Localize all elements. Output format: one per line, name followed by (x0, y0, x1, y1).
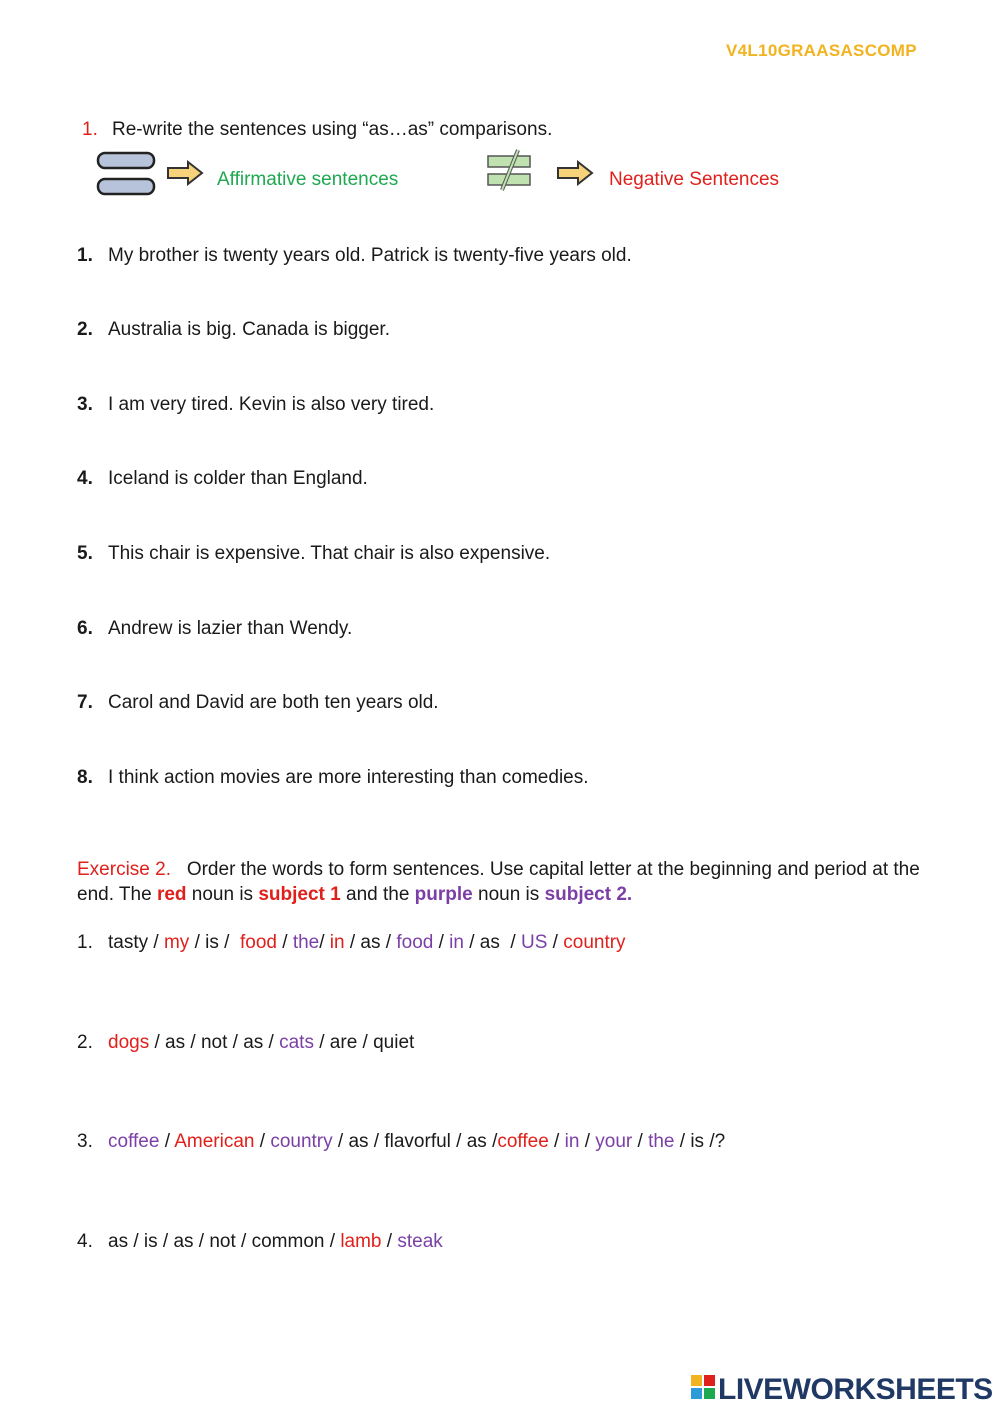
subject1-word: food (239, 932, 277, 953)
sentence-text: I think action movies are more interesting than comedies. (108, 767, 589, 788)
sentence-number: 8. (77, 767, 93, 788)
sentence-6 (77, 618, 352, 640)
sentence-text: Iceland is colder than England. (108, 468, 368, 489)
sentence-3 (77, 394, 434, 416)
separator-text: / (159, 1131, 175, 1152)
separator-text: / (319, 932, 330, 953)
instruction-part: noun is (186, 884, 259, 905)
separator-text: / as / (344, 932, 397, 953)
exercise2-instruction (77, 857, 927, 907)
negative-label: Negative Sentences (609, 169, 780, 190)
word-item-number: 3. (77, 1131, 93, 1152)
subject1-word: in (329, 932, 345, 953)
word-item-number: 2. (77, 1032, 93, 1053)
sentence-text: I am very tired. Kevin is also very tired. (108, 394, 435, 415)
subject2-word: coffee (108, 1131, 160, 1152)
sentence-number: 6. (77, 618, 93, 639)
sentence-7 (77, 692, 439, 714)
sentence-2 (77, 319, 390, 341)
liveworksheets-logo-icon (690, 1374, 716, 1406)
separator-text: / is /? (674, 1131, 726, 1152)
subject2-word: your (595, 1131, 633, 1152)
worksheet-code: V4L10GRAASASCOMP (726, 41, 917, 60)
equal-sign-icon (96, 151, 158, 203)
subject2-word: in (449, 932, 464, 953)
separator-text: / (254, 1131, 271, 1152)
word-item-4 (77, 1231, 443, 1253)
sentence-5 (77, 543, 550, 565)
word-item-number: 4. (77, 1231, 93, 1252)
subject1-word: my (163, 932, 190, 953)
separator-text: / are / quiet (313, 1032, 415, 1053)
subject2-word: US (521, 932, 548, 953)
exercise1-instruction-text: Re-write the sentences using “as…as” comparisons. (112, 119, 553, 140)
not-equal-icon (486, 148, 534, 198)
sentence-number: 4. (77, 468, 93, 489)
separator-text: / as / (463, 932, 521, 953)
sentence-text: Andrew is lazier than Wendy. (108, 618, 353, 639)
word-tokens (108, 1131, 725, 1152)
sentence-4 (77, 468, 368, 490)
sentence-number: 1. (77, 245, 93, 266)
subject2-word: in (564, 1131, 580, 1152)
word-tokens (108, 1032, 414, 1053)
footer-brand (690, 1372, 993, 1408)
arrow-right-icon (166, 160, 204, 192)
separator-text: / (579, 1131, 596, 1152)
sentence-number: 5. (77, 543, 93, 564)
sentence-text: Carol and David are both ten years old. (108, 692, 439, 713)
separator-text: / as / not / as / (149, 1032, 280, 1053)
separator-text: / is / (189, 932, 240, 953)
separator-text: / (548, 1131, 565, 1152)
sentence-text: My brother is twenty years old. Patrick is twenty-five years old. (108, 245, 632, 266)
separator-text: tasty / (108, 932, 164, 953)
word-item-3 (77, 1131, 725, 1153)
sentence-8 (77, 767, 589, 789)
red-word: red (156, 884, 187, 905)
footer-brand-text: LIVEWORKSHEETS (718, 1373, 993, 1406)
separator-text: / (547, 932, 564, 953)
exercise1-number: 1. (82, 119, 98, 140)
subject2-word: food (396, 932, 434, 953)
subject1-word: lamb (340, 1231, 382, 1252)
subject2-label: subject 2. (544, 884, 633, 905)
subject1-word: American (174, 1131, 255, 1152)
sentence-number: 3. (77, 394, 93, 415)
separator-text: / (433, 932, 450, 953)
word-tokens (108, 932, 626, 953)
sentence-text: Australia is big. Canada is bigger. (108, 319, 390, 340)
subject2-word: the (648, 1131, 675, 1152)
subject2-word: cats (279, 1032, 314, 1053)
separator-text: / (381, 1231, 398, 1252)
exercise1-instruction (82, 119, 552, 141)
sentence-number: 7. (77, 692, 93, 713)
subject2-word: country (270, 1131, 333, 1152)
separator-text: / as / flavorful / as / (332, 1131, 498, 1152)
exercise2-label: Exercise 2. (77, 859, 171, 880)
word-item-number: 1. (77, 932, 93, 953)
instruction-part: noun is (472, 884, 545, 905)
subject1-word: coffee (497, 1131, 549, 1152)
sentence-text: This chair is expensive. That chair is also expensive. (108, 543, 551, 564)
arrow-right-icon (556, 160, 594, 192)
instruction-part: and the (340, 884, 415, 905)
word-item-2 (77, 1032, 414, 1054)
word-item-1 (77, 932, 626, 954)
sentence-number: 2. (77, 319, 93, 340)
purple-word: purple (414, 884, 473, 905)
affirmative-label: Affirmative sentences (217, 169, 399, 190)
subject2-word: steak (397, 1231, 443, 1252)
separator-text: as / is / as / not / common / (108, 1231, 341, 1252)
subject2-word: the (292, 932, 320, 953)
subject1-word: dogs (108, 1032, 150, 1053)
subject1-label: subject 1 (258, 884, 341, 905)
separator-text: / (632, 1131, 649, 1152)
word-tokens (108, 1231, 443, 1252)
subject1-word: country (563, 932, 626, 953)
separator-text: / (276, 932, 293, 953)
sentence-1 (77, 245, 632, 267)
instruction-part: Order the words to form sentences. Use capital letter at the beginning and period at the end. The (77, 859, 920, 905)
